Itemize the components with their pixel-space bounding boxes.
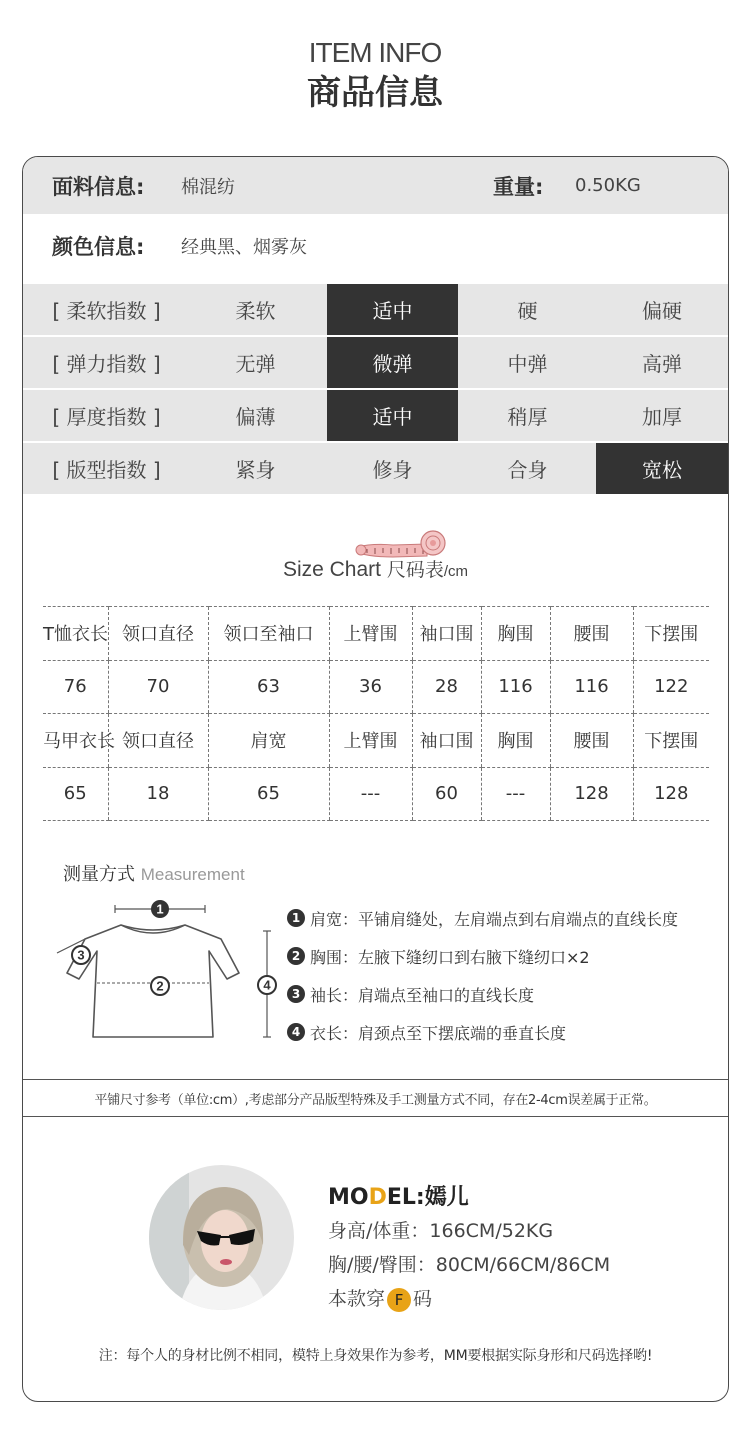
size-cell: 胸围 xyxy=(481,714,550,768)
size-cell: 18 xyxy=(108,767,208,821)
size-cell: 128 xyxy=(633,767,709,821)
size-cell: 76 xyxy=(43,660,108,714)
index-row xyxy=(23,337,728,388)
size-chart-title-en: Size Chart xyxy=(282,558,381,581)
measurement-title-cn: 测量方式 xyxy=(63,864,135,885)
model-name xyxy=(328,1183,610,1213)
size-cell: 上臂围 xyxy=(329,607,412,661)
index-option: 偏薄 xyxy=(235,405,276,429)
index-option: 高弹 xyxy=(642,352,682,376)
size-cell: 腰围 xyxy=(550,714,633,768)
index-option-selected: 适中 xyxy=(327,284,458,335)
measurement-item xyxy=(287,1013,678,1051)
index-option: 稍厚 xyxy=(507,405,548,429)
product-info-card xyxy=(22,156,729,1402)
fabric-weight-row xyxy=(23,157,728,214)
model-name-highlight: D xyxy=(368,1185,387,1210)
model-height-weight: 身高/体重：166CM/52KG xyxy=(328,1220,554,1242)
index-option-selected: 宽松 xyxy=(596,443,728,494)
measurement-title-en: Measurement xyxy=(140,865,245,884)
title-cn: 商品信息 xyxy=(307,73,443,113)
index-option: 偏硬 xyxy=(642,299,682,323)
model-size-prefix: 本款穿 xyxy=(328,1288,386,1310)
measurement-number: 2 xyxy=(287,947,305,965)
color-label: 颜色信息: xyxy=(52,234,145,259)
size-cell: --- xyxy=(329,767,412,821)
measurement-text: 衣长：肩颈点至下摆底端的垂直长度 xyxy=(310,1023,567,1043)
index-option: 中弹 xyxy=(507,352,548,376)
size-cell: 63 xyxy=(208,660,329,714)
size-cell: 下摆围 xyxy=(633,607,709,661)
index-row xyxy=(23,390,728,441)
title-en: ITEM INFO xyxy=(308,37,442,68)
index-option: 修身 xyxy=(372,458,413,482)
model-name-suffix: EL:嫣儿 xyxy=(386,1185,469,1210)
model-avatar xyxy=(149,1165,294,1310)
size-cell: 马甲衣长 xyxy=(43,714,108,768)
measurement-item xyxy=(287,975,678,1013)
index-option: 合身 xyxy=(507,458,548,482)
measurement-text: 肩宽：平铺肩缝处，左肩端点到右肩端点的直线长度 xyxy=(310,909,679,929)
size-cell: 116 xyxy=(481,660,550,714)
index-option: 紧身 xyxy=(235,458,276,482)
color-value: 经典黑、烟雾灰 xyxy=(181,236,307,258)
index-option: 硬 xyxy=(517,299,538,323)
size-cell: 116 xyxy=(550,660,633,714)
size-value-row xyxy=(43,660,709,714)
color-row xyxy=(23,217,728,274)
model-name-prefix: MO xyxy=(328,1185,369,1210)
index-option: 加厚 xyxy=(642,405,682,429)
size-cell: 领口直径 xyxy=(108,607,208,661)
measurement-number: 3 xyxy=(287,985,305,1003)
size-cell: 领口至袖口 xyxy=(208,607,329,661)
fabric-label: 面料信息: xyxy=(52,174,145,199)
fabric-value: 棉混纺 xyxy=(181,176,235,198)
size-cell: 袖口围 xyxy=(412,607,481,661)
size-cell: 袖口围 xyxy=(412,714,481,768)
size-table xyxy=(43,606,709,821)
model-size-worn xyxy=(328,1283,610,1315)
index-option: 无弹 xyxy=(235,352,276,376)
size-cell: 下摆围 xyxy=(633,714,709,768)
size-cell: 腰围 xyxy=(550,607,633,661)
index-row xyxy=(23,443,728,494)
diagram-label-3: 3 xyxy=(77,947,85,963)
model-size-suffix: 码 xyxy=(413,1288,433,1310)
size-header-row xyxy=(43,714,709,768)
size-cell: 领口直径 xyxy=(108,714,208,768)
size-cell: 65 xyxy=(208,767,329,821)
model-photo xyxy=(149,1165,294,1310)
weight-value: 0.50KG xyxy=(575,175,641,196)
index-label: [ 厚度指数 ] xyxy=(52,405,161,429)
measurement-number: 4 xyxy=(287,1023,305,1041)
size-value-row xyxy=(43,767,709,821)
index-option-selected: 适中 xyxy=(327,390,458,441)
size-chart-unit: /cm xyxy=(443,563,469,580)
size-cell: --- xyxy=(481,767,550,821)
weight-label: 重量: xyxy=(493,174,544,199)
garment-diagram xyxy=(53,895,283,1045)
size-cell: 28 xyxy=(412,660,481,714)
model-measurements: 胸/腰/臀围：80CM/66CM/86CM xyxy=(328,1254,611,1276)
size-header-row xyxy=(43,607,709,661)
diagram-label-4: 4 xyxy=(263,977,271,993)
diagram-label-2: 2 xyxy=(156,978,164,994)
measurement-item xyxy=(287,937,678,975)
measurement-list xyxy=(287,899,678,1051)
size-cell: 70 xyxy=(108,660,208,714)
size-cell: 60 xyxy=(412,767,481,821)
size-cell: 上臂围 xyxy=(329,714,412,768)
index-label: [ 弹力指数 ] xyxy=(52,352,161,376)
size-chart-title-cn: 尺码表 xyxy=(386,559,444,581)
model-info xyxy=(328,1183,610,1315)
measurement-number: 1 xyxy=(287,909,305,927)
index-option: 柔软 xyxy=(235,299,276,323)
size-cell: 128 xyxy=(550,767,633,821)
measurement-text: 胸围：左腋下缝纫口到右腋下缝纫口×2 xyxy=(310,947,590,967)
size-note: 平铺尺寸参考（单位:cm）,考虑部分产品版型特殊及手工测量方式不同，存在2-4cm误差属于正常。 xyxy=(23,1079,728,1117)
measurement-text: 袖长：肩端点至袖口的直线长度 xyxy=(310,985,535,1005)
footnote: 注：每个人的身材比例不相同，模特上身效果作为参考，MM要根据实际身形和尺码选择哟! xyxy=(98,1348,653,1364)
index-label: [ 版型指数 ] xyxy=(52,458,161,482)
measurement-title xyxy=(63,860,245,886)
size-chart-title xyxy=(23,555,728,582)
size-cell: 65 xyxy=(43,767,108,821)
page-header xyxy=(0,36,750,114)
size-cell: 36 xyxy=(329,660,412,714)
size-cell: 肩宽 xyxy=(208,714,329,768)
index-label: [ 柔软指数 ] xyxy=(52,299,161,323)
size-cell: T恤衣长 xyxy=(43,607,108,661)
diagram-label-1: 1 xyxy=(156,901,164,917)
index-row xyxy=(23,284,728,335)
index-option-selected: 微弹 xyxy=(327,337,458,388)
model-size-badge: F xyxy=(387,1288,411,1312)
measurement-item xyxy=(287,899,678,937)
size-cell: 122 xyxy=(633,660,709,714)
size-cell: 胸围 xyxy=(481,607,550,661)
